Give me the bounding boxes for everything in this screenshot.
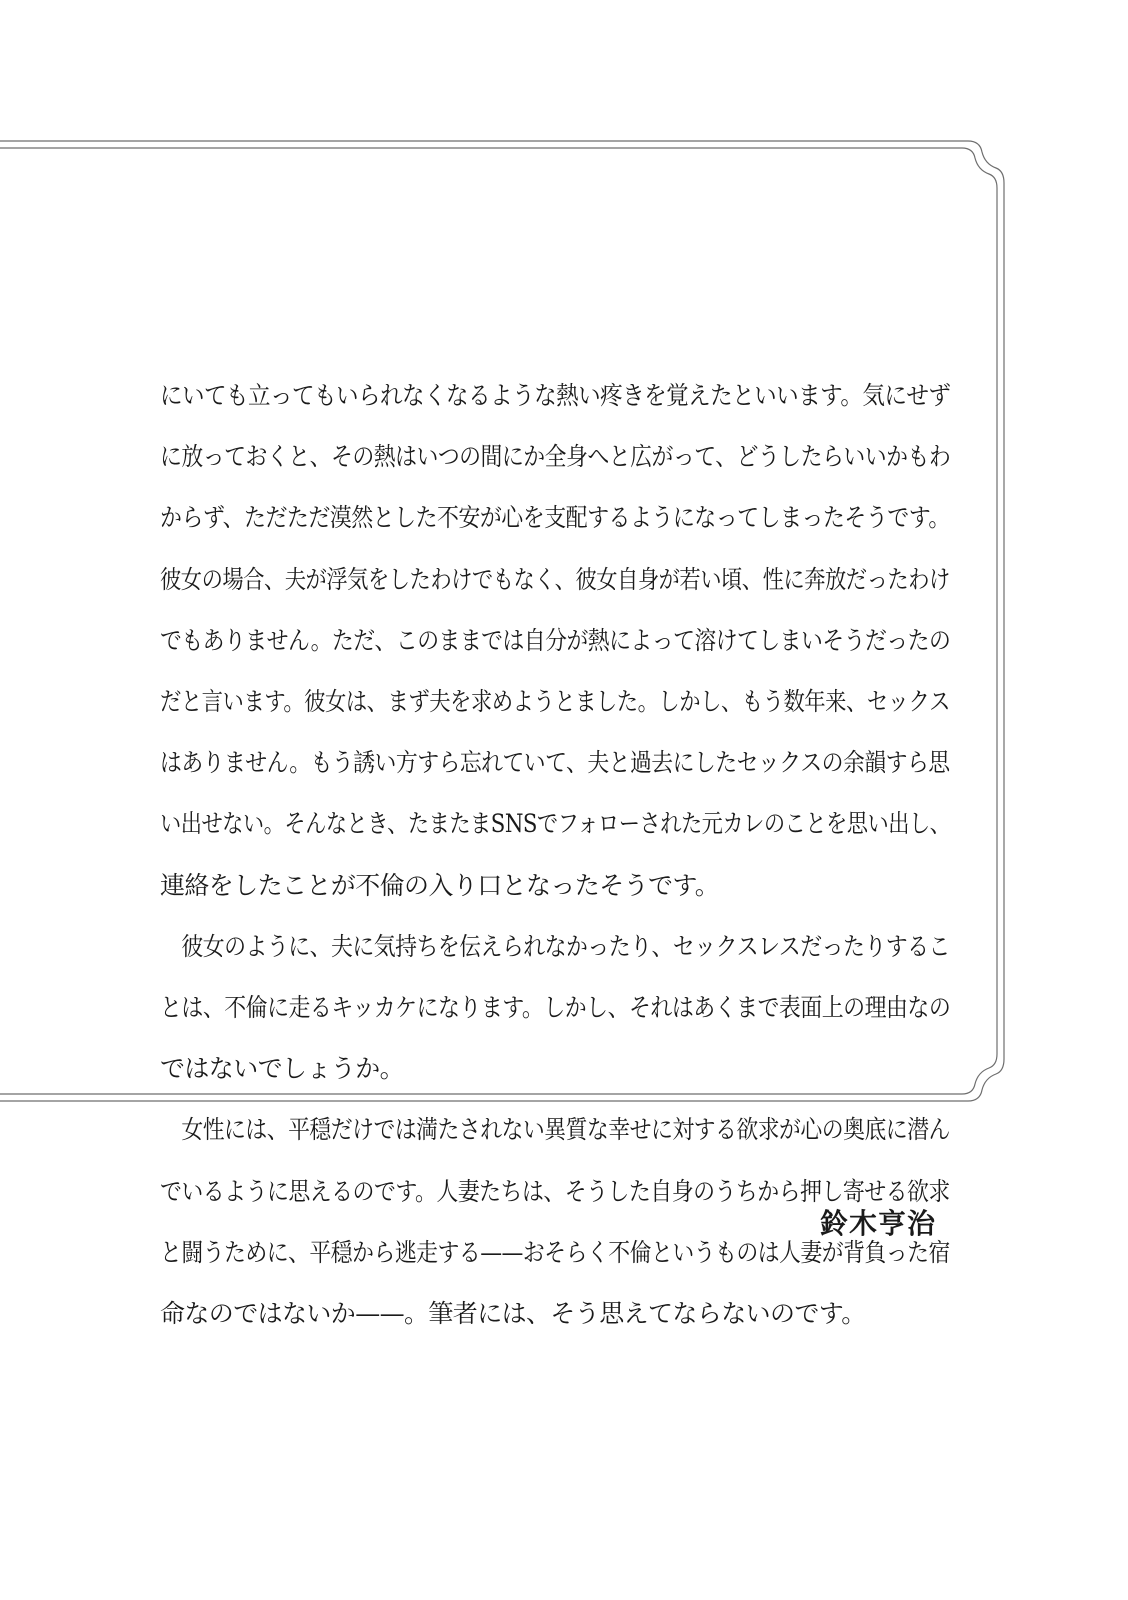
- text-line: に放っておくと、その熱はいつの間にか全身へと広がって、どうしたらいいかもわ: [160, 442, 951, 472]
- author-name: 鈴木亨治: [820, 1207, 937, 1240]
- text-line: とは、不倫に走るキッカケになります。しかし、それはあくまで表面上の理由なの: [160, 993, 951, 1022]
- text-line: 連絡をしたことが不倫の入り口となったそうです。: [160, 870, 720, 900]
- text-line: だと言います。彼女は、まず夫を求めようとました。しかし、もう数年来、セックス: [160, 687, 950, 716]
- text-line: でいるように思えるのです。人妻たちは、そうした自身のうちから押し寄せる欲求: [160, 1176, 950, 1206]
- text-line: と闘うために、平穏から逃走する——おそらく不倫というものは人妻が背負った宿: [160, 1237, 950, 1267]
- text-line: からず、ただただ漠然とした不安が心を支配するようになってしまったそうです。: [160, 503, 950, 533]
- text-line: 彼女の場合、夫が浮気をしたわけでもなく、彼女自身が若い頃、性に奔放だったわけ: [160, 564, 950, 594]
- text-line: 彼女のように、夫に気持ちを伝えられなかったり、セックスレスだったりするこ: [160, 931, 950, 961]
- text-line: 命なのではないか——。筆者には、そう思えてならないのです。: [160, 1299, 866, 1328]
- text-line: 女性には、平穏だけでは満たされない異質な幸せに対する欲求が心の奥底に潜ん: [160, 1115, 950, 1145]
- text-line: でもありません。ただ、このままでは自分が熱によって溶けてしまいそうだったの: [160, 625, 951, 655]
- text-line: はありません。もう誘い方すら忘れていて、夫と過去にしたセックスの余韻すら思: [160, 748, 950, 778]
- text-line: にいても立ってもいられなくなるような熱い疼きを覚えたといいます。気にせず: [160, 381, 951, 410]
- text-line: ではないでしょうか。: [160, 1054, 405, 1084]
- text-line: い出せない。そんなとき、たまたまSNSでフォローされた元カレのことを思い出し、: [160, 809, 951, 839]
